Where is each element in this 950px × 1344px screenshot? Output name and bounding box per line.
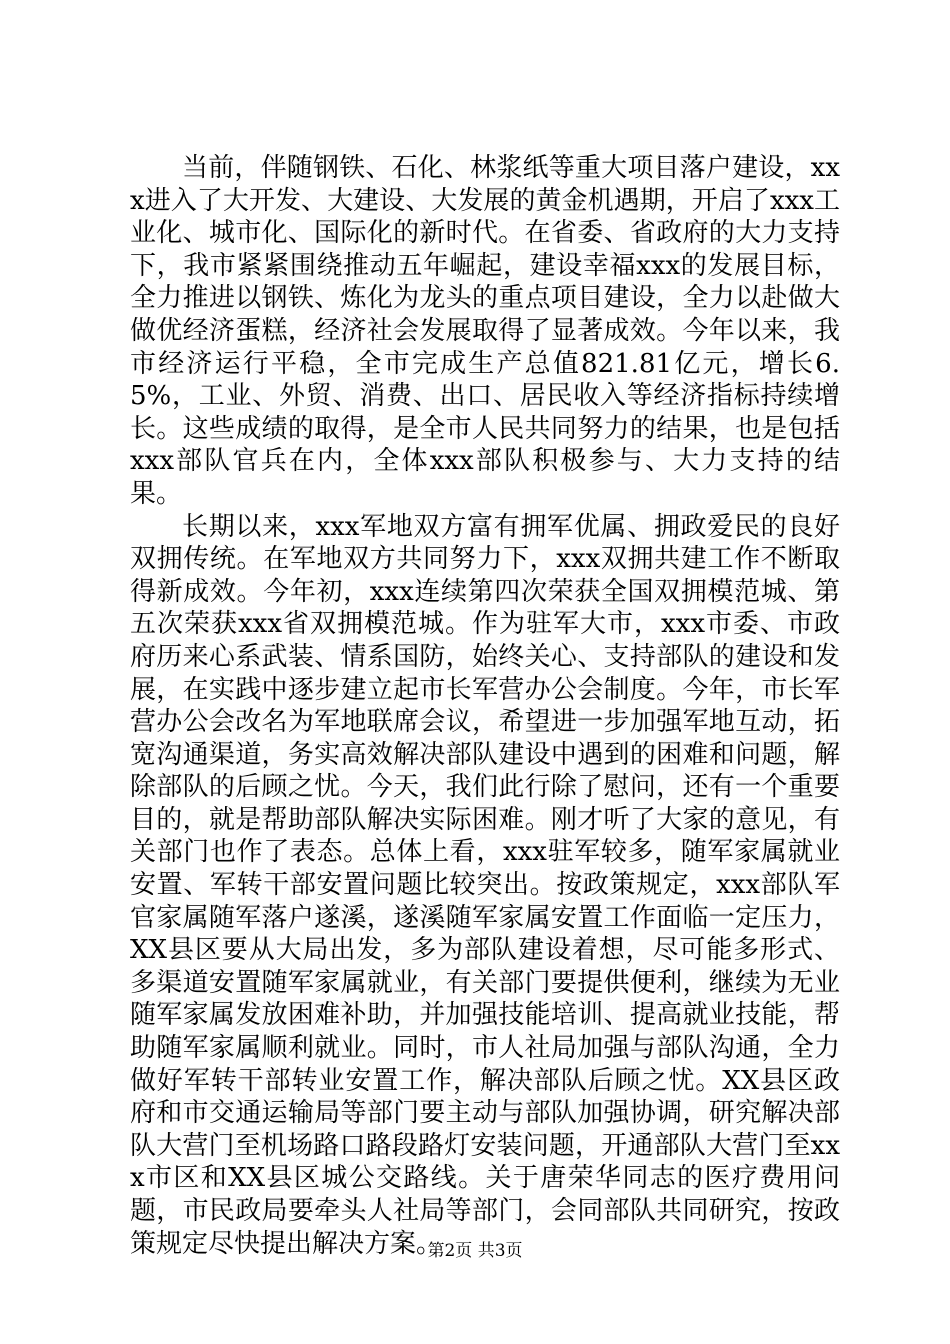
paragraph-military-civil: 长期以来，xxx军地双方富有拥军优属、拥政爱民的良好双拥传统。在军地双方共同努力下，xxx双拥共建工作不断取得新成效。今年初，xxx连续第四次荣获全国双拥模范城、第五次荣获xxx省双拥模范城。作为驻军大市，xxx市委、市政府历来心系武装、情系国防，始终关心、支持部队的建设和发展，在实践中逐步建立起市长军营办公会制度。今年，市长军营办公会改名为军地联席会议，希望进一步加强军地互动，拓宽沟通渠道，务实高效解决部队建设中遇到的困难和问题，解除部队的后顾之忧。今天，我们此行除了慰问，还有一个重要目的，就是帮助部队解决实际困难。刚才听了大家的意见，有关部门也作了表态。总体上看，xxx驻军较多，随军家属就业安置、军转干部安置问题比较突出。按政策规定，xxx部队军官家属随军落户遂溪，遂溪随军家属安置工作面临一定压力，XX县区要从大局出发，多为部队建设着想，尽可能多形式、多渠道安置随军家属就业，有关部门要提供便利，继续为无业随军家属发放困难补助，并加强技能培训、提高就业技能，帮助随军家属顺利就业。同时，市人社局加强与部队沟通，全力做好军转干部转业安置工作，解决部队后顾之忧。XX县区政府和市交通运输局等部门要主动与部队加强协调，研究解决部队大营门至机场路口路段路灯安装问题，开通部队大营门至xxx市区和XX县区城公交路线。关于唐荣华同志的医疗费用问题，市民政局要牵头人社局等部门，会同部队共同研究，按政策规定尽快提出解决方案。: [130, 511, 840, 1259]
document-body: [130, 152, 840, 1260]
page-number-footer: 第2页 共3页: [427, 1241, 523, 1261]
paragraph-economy: 当前，伴随钢铁、石化、林浆纸等重大项目落户建设，xxx进入了大开发、大建设、大发展的黄金机遇期，开启了xxx工业化、城市化、国际化的新时代。在省委、省政府的大力支持下，我市紧紧围绕推动五年崛起，建设幸福xxx的发展目标，全力推进以钢铁、炼化为龙头的重点项目建设，全力以赴做大做优经济蛋糕，经济社会发展取得了显著成效。今年以来，我市经济运行平稳，全市完成生产总值821.81亿元，增长6.5%，工业、外贸、消费、出口、居民收入等经济指标持续增长。这些成绩的取得，是全市人民共同努力的结果，也是包括xxx部队官兵在内，全体xxx部队积极参与、大力支持的结果。: [130, 153, 840, 509]
